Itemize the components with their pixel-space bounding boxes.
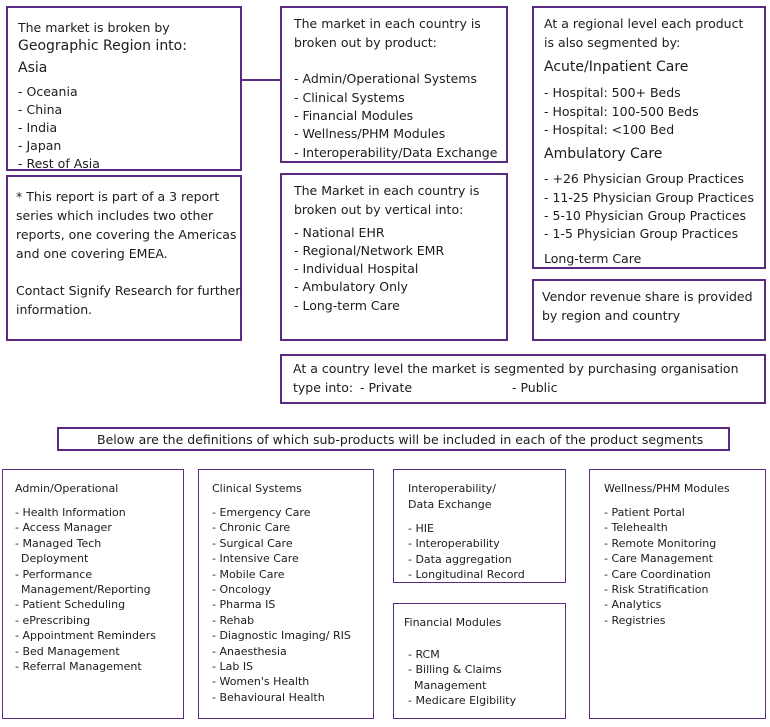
definitions-text: Below are the definitions of which sub-products will be included in each of the product segments — [97, 432, 704, 447]
wellness-item: - Registries — [604, 613, 666, 627]
connector-line — [240, 79, 280, 81]
interoperability-box — [393, 469, 566, 583]
wellness-list — [604, 505, 716, 628]
geo-item: - Japan — [18, 138, 62, 153]
vendor-line: Vendor revenue share is provided — [542, 289, 753, 304]
admin-item: - Appointment Reminders — [15, 629, 156, 643]
clinical-item: - Oncology — [212, 583, 272, 597]
product-item: - Admin/Operational Systems — [294, 71, 477, 86]
financial-item: - Medicare Elgibility — [408, 694, 517, 708]
interop-title: Data Exchange — [408, 498, 492, 511]
vertical-item: - Regional/Network EMR — [294, 243, 445, 258]
long-term-care: Long-term Care — [544, 251, 642, 266]
wellness-item: - Remote Monitoring — [604, 536, 717, 550]
ambulatory-item: - +26 Physician Group Practices — [544, 171, 745, 186]
admin-item: - Performance — [15, 567, 93, 581]
geo-item: - China — [18, 102, 63, 117]
vendor-revenue-box — [532, 279, 766, 341]
wellness-phm-box — [589, 469, 766, 719]
interop-item: - Longitudinal Record — [408, 568, 525, 582]
vertical-item: - Individual Hospital — [294, 261, 419, 276]
product-intro: broken out by product: — [294, 35, 437, 50]
financial-item: Management — [414, 678, 487, 692]
clinical-item: - Intensive Care — [212, 552, 299, 566]
clinical-item: - Chronic Care — [212, 521, 291, 535]
vertical-item: - Long-term Care — [294, 298, 400, 313]
financial-modules-box — [393, 603, 566, 719]
vertical-item: - Ambulatory Only — [294, 279, 408, 294]
ambulatory-item: - 11-25 Physician Group Practices — [544, 190, 754, 205]
product-breakout-box — [280, 6, 508, 163]
country-private: - Private — [360, 380, 413, 395]
acute-item: - Hospital: 500+ Beds — [544, 85, 681, 100]
wellness-item: - Risk Stratification — [604, 583, 709, 597]
admin-item: - Bed Management — [15, 644, 120, 658]
admin-item: - ePrescribing — [15, 613, 91, 627]
vertical-intro: broken out by vertical into: — [294, 202, 464, 217]
vertical-intro: The Market in each country is — [294, 183, 480, 198]
clinical-item: - Rehab — [212, 613, 255, 627]
admin-list — [15, 505, 156, 674]
financial-title: Financial Modules — [404, 616, 502, 629]
geo-item: - Oceania — [18, 84, 78, 99]
acute-item: - Hospital: 100-500 Beds — [544, 104, 699, 119]
geographic-region-box — [6, 6, 242, 171]
clinical-item: - Pharma IS — [212, 598, 276, 612]
clinical-item: - Women's Health — [212, 675, 310, 689]
geo-intro: The market is broken by — [18, 20, 170, 35]
wellness-item: - Care Coordination — [604, 567, 711, 581]
wellness-item: - Patient Portal — [604, 506, 685, 519]
product-item: - Clinical Systems — [294, 90, 405, 105]
regional-intro: is also segmented by: — [544, 35, 681, 50]
admin-title: Admin/Operational — [15, 482, 119, 495]
wellness-item: - Telehealth — [604, 521, 668, 535]
product-item: - Wellness/PHM Modules — [294, 126, 446, 141]
clinical-item: - Diagnostic Imaging/ RIS — [212, 629, 351, 643]
country-type-label: type into: — [293, 380, 354, 395]
interop-item: - Data aggregation — [408, 552, 512, 566]
clinical-item: - Behavioural Health — [212, 690, 325, 704]
clinical-item: - Emergency Care — [212, 506, 311, 519]
interop-item: - Interoperability — [408, 537, 500, 551]
vendor-line: by region and country — [542, 308, 681, 323]
admin-item: - Patient Scheduling — [15, 598, 126, 612]
note-line: * This report is part of a 3 report — [16, 189, 220, 204]
report-note-box — [6, 175, 242, 341]
acute-heading: Acute/Inpatient Care — [544, 59, 689, 75]
note-contact: Contact Signify Research for further — [16, 283, 241, 298]
financial-item: - RCM — [408, 648, 440, 661]
interop-title: Interoperability/ — [408, 482, 496, 495]
country-level-box — [280, 354, 766, 404]
geo-heading: Geographic Region into: — [18, 38, 187, 54]
wellness-item: - Care Management — [604, 552, 713, 566]
geo-region: Asia — [18, 60, 48, 76]
regional-intro: At a regional level each product — [544, 16, 744, 31]
product-item: - Financial Modules — [294, 108, 414, 123]
acute-item: - Hospital: <100 Bed — [544, 122, 675, 137]
clinical-item: - Mobile Care — [212, 567, 285, 581]
product-item: - Interoperability/Data Exchange — [294, 145, 498, 160]
ambulatory-item: - 1-5 Physician Group Practices — [544, 226, 739, 241]
geo-item: - India — [18, 120, 58, 135]
admin-item: - Referral Management — [15, 660, 142, 674]
ambulatory-heading: Ambulatory Care — [544, 146, 663, 162]
note-contact: information. — [16, 302, 93, 317]
clinical-list — [212, 505, 351, 705]
admin-item: Deployment — [21, 552, 89, 566]
admin-item: - Access Manager — [15, 521, 112, 535]
interop-list — [408, 521, 525, 583]
geo-item: - Rest of Asia — [18, 156, 100, 171]
clinical-systems-box — [198, 469, 374, 719]
ambulatory-item: - 5-10 Physician Group Practices — [544, 208, 747, 223]
clinical-item: - Anaesthesia — [212, 644, 287, 658]
admin-item: - Health Information — [15, 506, 126, 519]
clinical-item: - Lab IS — [212, 660, 254, 674]
interop-item: - HIE — [408, 522, 434, 535]
financial-list — [408, 647, 516, 709]
admin-operational-box — [2, 469, 184, 719]
admin-item: Management/Reporting — [21, 583, 151, 597]
admin-item: - Managed Tech — [15, 536, 102, 550]
clinical-title: Clinical Systems — [212, 482, 302, 495]
vertical-item: - National EHR — [294, 225, 385, 240]
country-line: At a country level the market is segmented by purchasing organisation — [293, 361, 739, 376]
clinical-item: - Surgical Care — [212, 536, 293, 550]
country-public: - Public — [512, 380, 558, 395]
note-line: series which includes two other — [16, 208, 214, 223]
note-line: reports, one covering the Americas — [16, 227, 237, 242]
regional-segmentation-box — [532, 6, 766, 269]
note-line: and one covering EMEA. — [16, 246, 168, 261]
wellness-item: - Analytics — [604, 598, 662, 612]
vertical-breakout-box — [280, 173, 508, 341]
financial-item: - Billing & Claims — [408, 663, 502, 677]
wellness-title: Wellness/PHM Modules — [604, 482, 730, 495]
definitions-banner — [57, 427, 730, 451]
product-intro: The market in each country is — [294, 16, 481, 31]
